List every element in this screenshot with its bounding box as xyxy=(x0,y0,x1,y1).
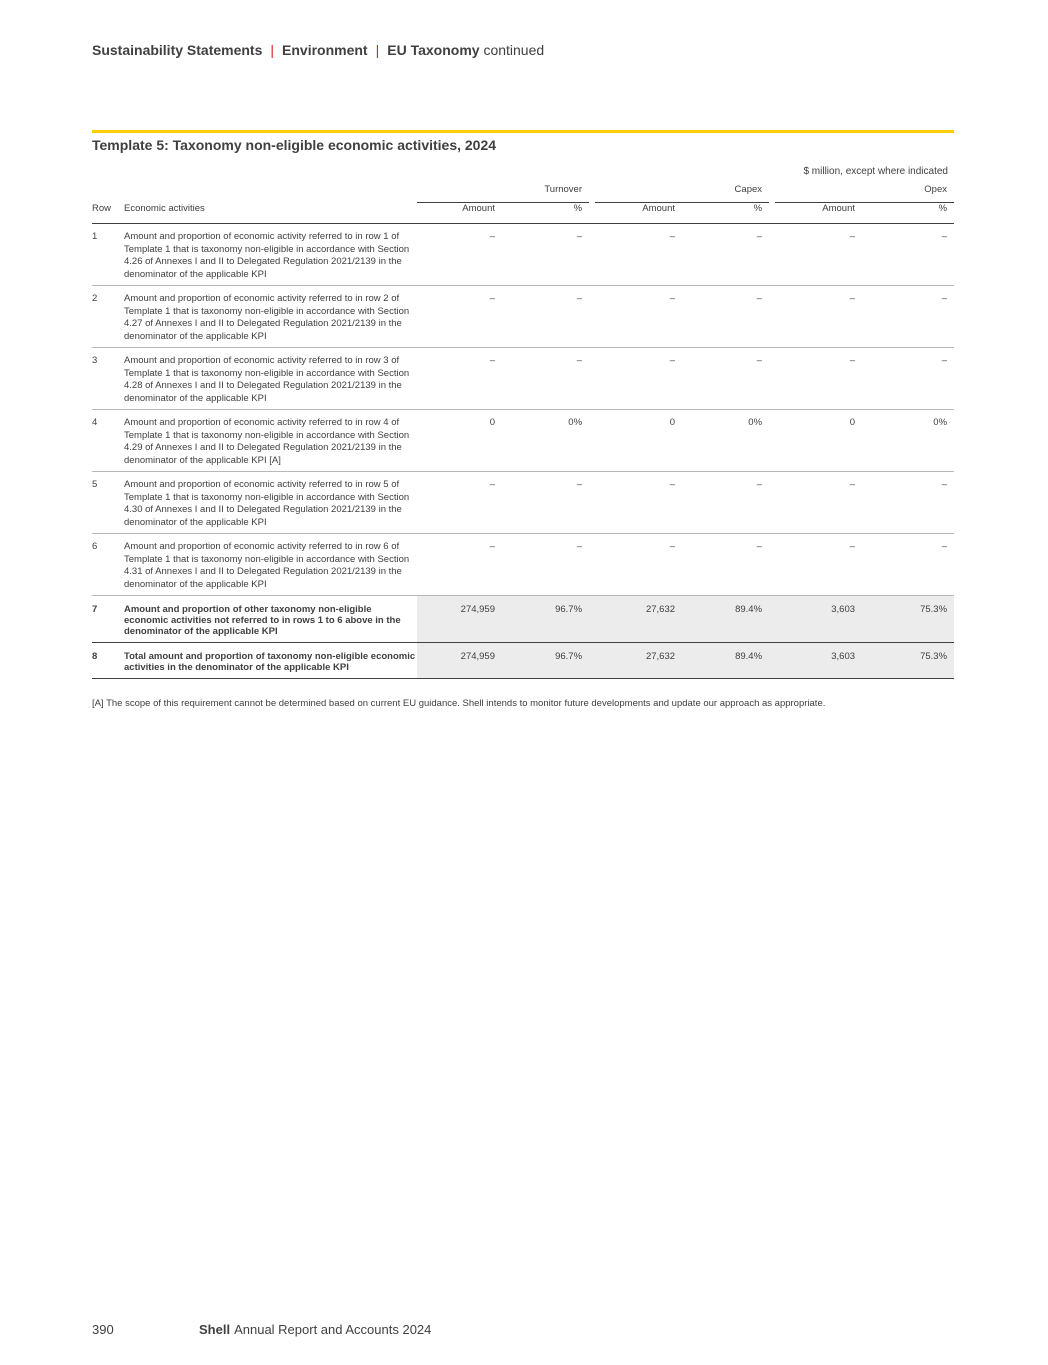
turnover-amount-cell: 274,959 xyxy=(417,643,502,679)
row-number: 2 xyxy=(92,286,124,348)
turnover-amount-cell: – xyxy=(417,224,502,286)
opex-pct-cell: 75.3% xyxy=(862,596,954,643)
opex-amount-cell: – xyxy=(775,534,862,596)
col-header-pct: % xyxy=(502,203,589,224)
table-title: Template 5: Taxonomy non-eligible economic activities, 2024 xyxy=(92,137,497,153)
opex-pct-cell: – xyxy=(862,286,954,348)
turnover-amount-cell: – xyxy=(417,534,502,596)
opex-amount-cell: 3,603 xyxy=(775,643,862,679)
capex-amount-cell: – xyxy=(595,286,682,348)
capex-amount-cell: 0 xyxy=(595,410,682,472)
opex-pct-cell: – xyxy=(862,472,954,534)
turnover-pct-cell: – xyxy=(502,472,589,534)
table-row xyxy=(92,224,954,286)
table-row xyxy=(92,643,954,679)
unit-note: $ million, except where indicated xyxy=(803,166,948,177)
footer-publication xyxy=(199,1322,431,1337)
table-row xyxy=(92,534,954,596)
col-header-amount: Amount xyxy=(775,203,862,224)
capex-pct-cell: 89.4% xyxy=(682,596,769,643)
opex-amount-cell: – xyxy=(775,224,862,286)
capex-amount-cell: 27,632 xyxy=(595,596,682,643)
col-header-amount: Amount xyxy=(417,203,502,224)
col-header-pct: % xyxy=(682,203,769,224)
capex-amount-cell: – xyxy=(595,224,682,286)
capex-amount-cell: 27,632 xyxy=(595,643,682,679)
activity-description: Amount and proportion of economic activity referred to in row 6 of Template 1 that is taxonomy non-eligible in accordance with Section 4.31 of Annexes I and II to Delegated Regulation 2021/2139 in the denominator of the applicable KPI xyxy=(124,534,417,596)
opex-amount-cell: 0 xyxy=(775,410,862,472)
turnover-amount-cell: – xyxy=(417,286,502,348)
row-number: 4 xyxy=(92,410,124,472)
opex-amount-cell: – xyxy=(775,348,862,410)
capex-pct-cell: 89.4% xyxy=(682,643,769,679)
breadcrumb-item-environment[interactable]: Environment xyxy=(282,42,368,58)
page-number: 390 xyxy=(92,1322,114,1337)
capex-pct-cell: – xyxy=(682,534,769,596)
footnote: [A] The scope of this requirement cannot be determined based on current EU guidance. Shell intends to monitor future developments and update our approach as appropriate. xyxy=(92,698,826,709)
breadcrumb-item-sustainability[interactable]: Sustainability Statements xyxy=(92,42,263,58)
opex-pct-cell: – xyxy=(862,224,954,286)
turnover-amount-cell: 0 xyxy=(417,410,502,472)
row-number: 3 xyxy=(92,348,124,410)
activity-description: Amount and proportion of economic activity referred to in row 2 of Template 1 that is taxonomy non-eligible in accordance with Section 4.27 of Annexes I and II to Delegated Regulation 2021/2139 in the denominator of the applicable KPI xyxy=(124,286,417,348)
breadcrumb-separator: | xyxy=(270,42,275,58)
row-number: 1 xyxy=(92,224,124,286)
breadcrumb-separator: | xyxy=(375,42,380,58)
taxonomy-table xyxy=(92,184,954,679)
capex-pct-cell: 0% xyxy=(682,410,769,472)
group-header-turnover: Turnover xyxy=(417,184,589,203)
capex-pct-cell: – xyxy=(682,224,769,286)
table-row xyxy=(92,472,954,534)
capex-amount-cell: – xyxy=(595,534,682,596)
breadcrumb-item-eu-taxonomy[interactable]: EU Taxonomy xyxy=(387,42,480,58)
row-number: 7 xyxy=(92,596,124,643)
col-header-amount: Amount xyxy=(595,203,682,224)
capex-pct-cell: – xyxy=(682,348,769,410)
row-number: 6 xyxy=(92,534,124,596)
row-number: 5 xyxy=(92,472,124,534)
turnover-pct-cell: – xyxy=(502,348,589,410)
opex-pct-cell: 0% xyxy=(862,410,954,472)
brand-name: Shell xyxy=(199,1322,231,1337)
opex-pct-cell: 75.3% xyxy=(862,643,954,679)
table-row xyxy=(92,348,954,410)
turnover-pct-cell: – xyxy=(502,224,589,286)
capex-pct-cell: – xyxy=(682,472,769,534)
col-header-row: Row xyxy=(92,203,124,224)
turnover-amount-cell: – xyxy=(417,472,502,534)
opex-amount-cell: – xyxy=(775,286,862,348)
table-row xyxy=(92,286,954,348)
opex-amount-cell: 3,603 xyxy=(775,596,862,643)
capex-pct-cell: – xyxy=(682,286,769,348)
turnover-amount-cell: 274,959 xyxy=(417,596,502,643)
turnover-amount-cell: – xyxy=(417,348,502,410)
activity-description: Amount and proportion of economic activity referred to in row 3 of Template 1 that is taxonomy non-eligible in accordance with Section 4.28 of Annexes I and II to Delegated Regulation 2021/2139 in the denominator of the applicable KPI xyxy=(124,348,417,410)
turnover-pct-cell: – xyxy=(502,534,589,596)
capex-amount-cell: – xyxy=(595,348,682,410)
group-header-capex: Capex xyxy=(595,184,769,203)
turnover-pct-cell: – xyxy=(502,286,589,348)
activity-description: Amount and proportion of economic activity referred to in row 5 of Template 1 that is taxonomy non-eligible in accordance with Section 4.30 of Annexes I and II to Delegated Regulation 2021/2139 in the denominator of the applicable KPI xyxy=(124,472,417,534)
activity-description: Amount and proportion of economic activity referred to in row 4 of Template 1 that is taxonomy non-eligible in accordance with Section 4.29 of Annexes I and II to Delegated Regulation 2021/2139 in the denominator of the applicable KPI [A] xyxy=(124,410,417,472)
turnover-pct-cell: 96.7% xyxy=(502,596,589,643)
capex-amount-cell: – xyxy=(595,472,682,534)
activity-description: Total amount and proportion of taxonomy non-eligible economic activities in the denominator of the applicable KPI xyxy=(124,643,417,679)
accent-rule xyxy=(92,130,954,133)
breadcrumb-continued: continued xyxy=(483,42,545,58)
opex-amount-cell: – xyxy=(775,472,862,534)
activity-description: Amount and proportion of other taxonomy non-eligible economic activities not referred to in rows 1 to 6 above in the denominator of the applicable KPI xyxy=(124,596,417,643)
opex-pct-cell: – xyxy=(862,348,954,410)
table-row xyxy=(92,410,954,472)
breadcrumb xyxy=(92,42,544,58)
opex-pct-cell: – xyxy=(862,534,954,596)
turnover-pct-cell: 96.7% xyxy=(502,643,589,679)
col-header-activities: Economic activities xyxy=(124,203,417,224)
group-header-opex: Opex xyxy=(775,184,954,203)
turnover-pct-cell: 0% xyxy=(502,410,589,472)
col-header-pct: % xyxy=(862,203,954,224)
activity-description: Amount and proportion of economic activity referred to in row 1 of Template 1 that is taxonomy non-eligible in accordance with Section 4.26 of Annexes I and II to Delegated Regulation 2021/2139 in the denominator of the applicable KPI xyxy=(124,224,417,286)
publication-title: Annual Report and Accounts 2024 xyxy=(234,1322,432,1337)
table-row xyxy=(92,596,954,643)
row-number: 8 xyxy=(92,643,124,679)
